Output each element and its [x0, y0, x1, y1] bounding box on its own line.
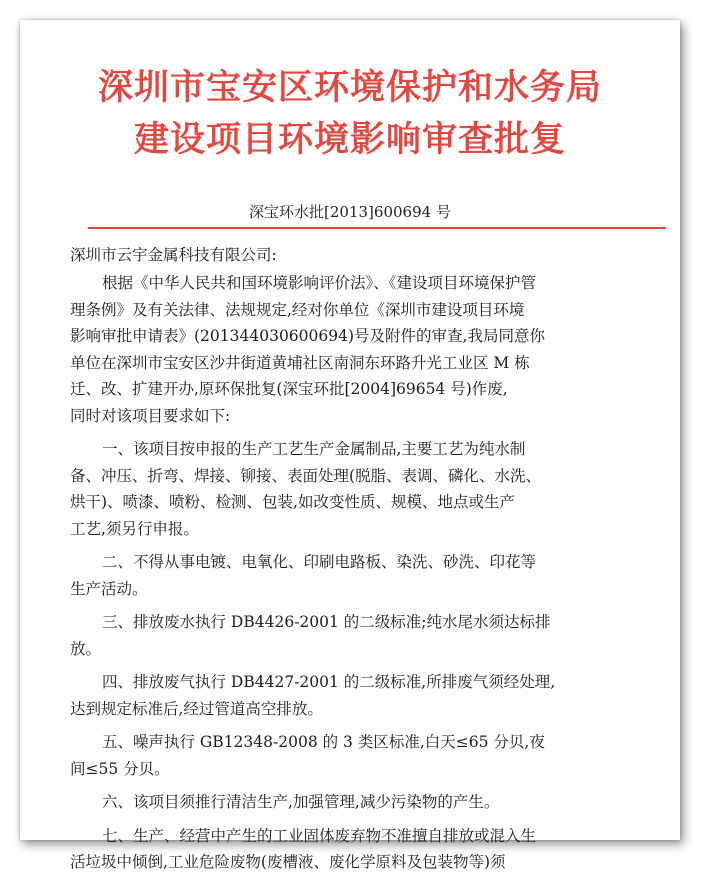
- clause-5-line: 五、噪声执行 GB12348-2008 的 3 类区标准,白天≤65 分贝,夜: [102, 733, 545, 751]
- body-line: 影响审批申请表》(201344030600694)号及附件的审查,我局同意你: [70, 327, 545, 345]
- clause-7-line: 活垃圾中倾倒,工业危险废物(废槽液、废化学原料及包装物等)须: [70, 853, 506, 871]
- clause-1-line: 备、冲压、折弯、焊接、铆接、表面处理(脱脂、表调、磷化、水洗、: [70, 466, 542, 485]
- clause-5-line: 间≤55 分贝。: [70, 759, 170, 778]
- document-page: [20, 20, 680, 871]
- body-line: 单位在深圳市宝安区沙井街道黄埔社区南洞东环路升光工业区 M 栋: [70, 353, 530, 372]
- addressee: 深圳市云宇金属科技有限公司:: [70, 246, 277, 264]
- clause-4-line: 达到规定标准后,经过管道高空排放。: [70, 699, 323, 718]
- clause-2-line: 二、不得从事电镀、电氧化、印刷电路板、染洗、砂洗、印花等: [102, 553, 537, 571]
- clause-3-line: 三、排放废水执行 DB4426-2001 的二级标准;纯水尾水须达标排: [102, 613, 551, 631]
- body-line: 同时对该项目要求如下:: [70, 406, 231, 425]
- clause-1-line: 工艺,须另行申报。: [70, 519, 199, 538]
- document-title-line-1: 深圳市宝安区环境保护和水务局: [97, 68, 602, 108]
- document-title-line-2: 建设项目环境影响审查批复: [133, 120, 566, 160]
- document-body: [70, 242, 670, 876]
- clause-4-line: 四、排放废气执行 DB4427-2001 的二级标准,所排废气须经处理,: [102, 673, 556, 691]
- clause-1-line: 一、该项目按申报的生产工艺生产金属制品,主要工艺为纯水制: [102, 440, 526, 458]
- clause-7-line: 七、生产、经营中产生的工业固体废弃物不准擅自排放或混入生: [102, 826, 537, 845]
- document-number: 深宝环水批[2013]600694 号: [249, 203, 451, 221]
- body-line: 理条例》及有关法律、法规规定,经对你单位《深圳市建设项目环境: [70, 300, 525, 319]
- clause-2-line: 生产活动。: [70, 579, 148, 598]
- clause-3-line: 放。: [70, 639, 102, 658]
- body-line: 根据《中华人民共和国环境影响评价法》、《建设项目环境保护管: [102, 274, 537, 292]
- clause-1-line: 烘干)、喷漆、喷粉、检测、包装,如改变性质、规模、地点或生产: [70, 493, 515, 511]
- body-line: 迁、改、扩建开办,原环保批复(深宝环批[2004]69654 号)作废,: [70, 380, 508, 398]
- clause-6-line: 六、该项目须推行清洁生产,加强管理,减少污染物的产生。: [102, 793, 500, 811]
- header-divider: [88, 227, 666, 229]
